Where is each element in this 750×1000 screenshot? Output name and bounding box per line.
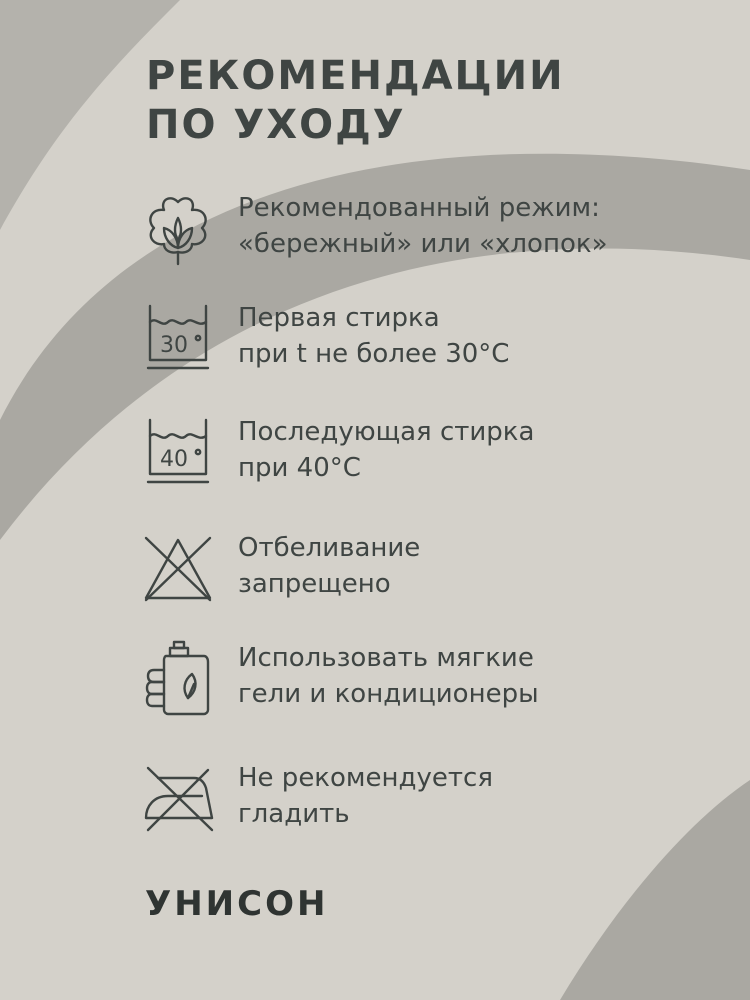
care-item-line-1: Отбеливание <box>238 533 421 563</box>
no-bleach-icon <box>140 530 216 606</box>
care-item-line-2: гладить <box>238 799 350 829</box>
care-item-line-1: Не рекомендуется <box>238 763 493 793</box>
cotton-flower-icon <box>140 190 216 266</box>
care-item-line-1: Рекомендованный режим: <box>238 193 600 223</box>
page-title <box>146 52 565 150</box>
brand-logo: УНИСОН <box>145 884 329 924</box>
care-item-mode <box>0 190 750 280</box>
care-item-line-1: Использовать мягкие <box>238 643 534 673</box>
title-line-2: ПО УХОДУ <box>146 102 406 148</box>
title-line-1: РЕКОМЕНДАЦИИ <box>146 53 565 99</box>
care-item-line-2: «бережный» или «хлопок» <box>238 229 608 259</box>
no-iron-icon <box>140 760 216 836</box>
care-item-line-1: Первая стирка <box>238 303 440 333</box>
detergent-bottle-icon <box>140 640 216 716</box>
care-item-line-2: при 40°C <box>238 453 361 483</box>
care-item-line-2: запрещено <box>238 569 391 599</box>
care-item-detergent <box>0 640 750 730</box>
care-item-wash-40 <box>0 414 750 504</box>
svg-text:40: 40 <box>160 447 188 472</box>
care-item-no-bleach <box>0 530 750 620</box>
care-item-line-2: при t не более 30°C <box>238 339 510 369</box>
wash-40-icon <box>140 414 216 490</box>
svg-text:30: 30 <box>160 333 188 358</box>
care-item-line-1: Последующая стирка <box>238 417 535 447</box>
care-item-wash-30 <box>0 300 750 390</box>
wash-30-icon <box>140 300 216 376</box>
care-item-no-iron <box>0 760 750 850</box>
care-item-line-2: гели и кондиционеры <box>238 679 539 709</box>
